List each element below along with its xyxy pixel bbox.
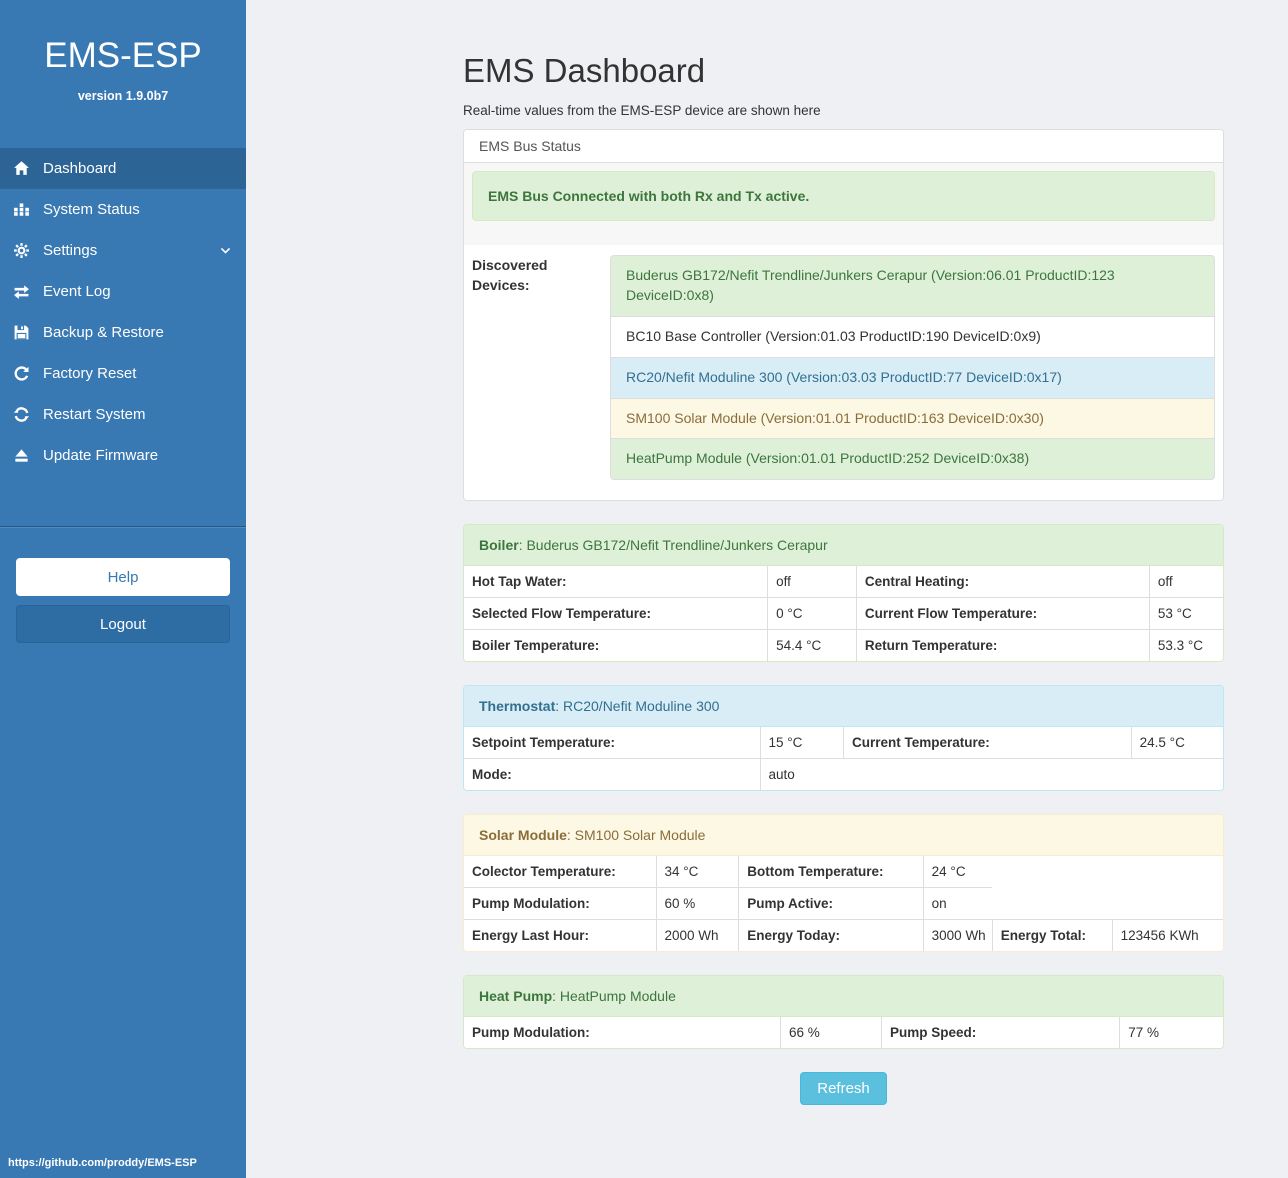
sidebar-item-label: Settings bbox=[43, 242, 98, 259]
field-label: Pump Active: bbox=[739, 888, 923, 920]
ems-bus-status-title: EMS Bus Status bbox=[464, 130, 1223, 163]
page-subtitle: Real-time values from the EMS-ESP device are shown here bbox=[463, 103, 821, 118]
boiler-title-name: : Buderus GB172/Nefit Trendline/Junkers Cerapur bbox=[518, 537, 828, 554]
device-list bbox=[610, 255, 1215, 480]
solar-title-label: Solar Module bbox=[479, 827, 567, 844]
heat-pump-panel-title bbox=[464, 976, 1223, 1017]
table-row bbox=[464, 630, 1223, 662]
field-label: Colector Temperature: bbox=[472, 864, 616, 880]
field-label: Setpoint Temperature: bbox=[472, 735, 616, 751]
field-label: Bottom Temperature: bbox=[739, 856, 923, 888]
discovered-devices-label: Discovered Devices: bbox=[472, 257, 548, 294]
heat-pump-title-label: Heat Pump bbox=[479, 988, 553, 1005]
table-row bbox=[464, 727, 1223, 759]
solar-table bbox=[464, 856, 1223, 951]
field-label: Energy Last Hour: bbox=[464, 920, 656, 952]
field-label: Pump Modulation: bbox=[464, 888, 656, 920]
field-label: Energy Today: bbox=[739, 920, 923, 952]
main-content bbox=[246, 0, 1288, 1178]
sidebar-item-factory-reset[interactable] bbox=[0, 353, 246, 394]
sidebar-item-settings[interactable] bbox=[0, 230, 246, 271]
sidebar-item-label: System Status bbox=[43, 201, 140, 218]
thermostat-panel bbox=[463, 685, 1224, 791]
table-row bbox=[464, 566, 1223, 598]
device-list-item: HeatPump Module (Version:01.01 ProductID:252 DeviceID:0x38) bbox=[610, 439, 1215, 480]
field-value: 15 °C bbox=[760, 727, 843, 759]
device-list-item: RC20/Nefit Moduline 300 (Version:03.03 ProductID:77 DeviceID:0x17) bbox=[610, 358, 1215, 399]
table-row bbox=[464, 1017, 1223, 1048]
sidebar-footer-url: https://github.com/proddy/EMS-ESP bbox=[8, 1157, 197, 1169]
sidebar-item-update-firmware[interactable] bbox=[0, 435, 246, 476]
field-value: auto bbox=[760, 759, 1223, 791]
field-label: Energy Total: bbox=[992, 920, 1112, 952]
help-button[interactable]: Help bbox=[16, 558, 230, 596]
table-row bbox=[464, 759, 1223, 791]
field-label: Selected Flow Temperature: bbox=[464, 598, 768, 630]
field-value: 0 °C bbox=[768, 598, 857, 630]
device-list-item: BC10 Base Controller (Version:01.03 ProductID:190 DeviceID:0x9) bbox=[610, 317, 1215, 358]
app-title: EMS-ESP bbox=[44, 36, 202, 75]
sidebar-item-event-log[interactable] bbox=[0, 271, 246, 312]
solar-panel-title bbox=[464, 815, 1223, 856]
field-value: 24.5 °C bbox=[1131, 727, 1223, 759]
table-row bbox=[464, 920, 1223, 952]
sidebar-item-restart-system[interactable] bbox=[0, 394, 246, 435]
sidebar-item-label: Dashboard bbox=[43, 160, 117, 177]
field-value: off bbox=[768, 566, 857, 598]
sidebar-divider bbox=[0, 526, 246, 528]
field-label: Pump Modulation: bbox=[472, 1025, 590, 1041]
sidebar-item-label: Backup & Restore bbox=[43, 324, 164, 341]
upload-icon bbox=[12, 447, 30, 465]
save-icon bbox=[12, 324, 30, 342]
ems-bus-status-panel bbox=[463, 129, 1224, 501]
field-value: 24 °C bbox=[923, 856, 992, 888]
field-value: 53 °C bbox=[1149, 598, 1223, 630]
logout-button[interactable]: Logout bbox=[16, 605, 230, 643]
field-value: off bbox=[1149, 566, 1223, 598]
sidebar-item-label: Factory Reset bbox=[43, 365, 137, 382]
field-value: 54.4 °C bbox=[768, 630, 857, 662]
field-value: 53.3 °C bbox=[1149, 630, 1223, 662]
sidebar-item-system-status[interactable] bbox=[0, 189, 246, 230]
sidebar-item-label: Restart System bbox=[43, 406, 146, 423]
device-list-item: Buderus GB172/Nefit Trendline/Junkers Cerapur (Version:06.01 ProductID:123 DeviceID:0x8) bbox=[610, 255, 1215, 317]
sidebar-item-label: Event Log bbox=[43, 283, 111, 300]
boiler-panel-title bbox=[464, 525, 1223, 566]
field-label: Pump Speed: bbox=[881, 1017, 1119, 1048]
field-label: Boiler Temperature: bbox=[464, 630, 768, 662]
sidebar bbox=[0, 0, 246, 1178]
sidebar-item-dashboard[interactable] bbox=[0, 148, 246, 189]
thermostat-table bbox=[464, 727, 1223, 790]
boiler-table bbox=[464, 566, 1223, 661]
boiler-title-label: Boiler bbox=[479, 537, 519, 554]
solar-module-panel bbox=[463, 814, 1224, 952]
ems-bus-status-body bbox=[464, 163, 1223, 245]
field-label: Current Temperature: bbox=[843, 727, 1131, 759]
chevron-down-icon bbox=[219, 244, 232, 257]
app-version: version 1.9.0b7 bbox=[77, 89, 169, 103]
field-value: 123456 KWh bbox=[1112, 920, 1223, 952]
device-list-item: SM100 Solar Module (Version:01.01 ProductID:163 DeviceID:0x30) bbox=[610, 399, 1215, 440]
factory-reset-icon bbox=[12, 365, 30, 383]
sidebar-item-label: Update Firmware bbox=[43, 447, 159, 464]
heat-pump-title-name: : HeatPump Module bbox=[552, 988, 676, 1005]
field-value: 3000 Wh bbox=[923, 920, 992, 952]
thermostat-panel-title bbox=[464, 686, 1223, 727]
bus-connected-alert: EMS Bus Connected with both Rx and Tx active. bbox=[472, 171, 1215, 221]
field-label: Return Temperature: bbox=[856, 630, 1149, 662]
solar-title-name: : SM100 Solar Module bbox=[566, 827, 706, 844]
field-value: 2000 Wh bbox=[656, 920, 739, 952]
field-value: 77 % bbox=[1120, 1017, 1223, 1048]
sidebar-menu bbox=[0, 148, 246, 476]
field-value: 66 % bbox=[781, 1017, 882, 1048]
table-row bbox=[464, 598, 1223, 630]
table-row bbox=[464, 856, 1223, 888]
refresh-area bbox=[463, 1072, 1224, 1105]
discovered-devices-section bbox=[464, 245, 1223, 500]
field-value: 34 °C bbox=[656, 856, 739, 888]
thermostat-title-name: : RC20/Nefit Moduline 300 bbox=[555, 698, 720, 715]
field-label: Mode: bbox=[464, 759, 760, 791]
heat-pump-panel bbox=[463, 975, 1224, 1049]
restart-icon bbox=[12, 406, 30, 424]
refresh-button[interactable]: Refresh bbox=[800, 1072, 887, 1105]
gear-icon bbox=[12, 242, 30, 260]
heat-pump-table bbox=[464, 1017, 1223, 1048]
system-status-icon bbox=[12, 201, 30, 219]
thermostat-title-label: Thermostat bbox=[479, 698, 556, 715]
field-label: Central Heating: bbox=[856, 566, 1149, 598]
sidebar-item-backup-restore[interactable] bbox=[0, 312, 246, 353]
field-label: Current Flow Temperature: bbox=[856, 598, 1149, 630]
boiler-panel bbox=[463, 524, 1224, 662]
field-value: 60 % bbox=[656, 888, 739, 920]
home-icon bbox=[12, 160, 30, 178]
field-label: Hot Tap Water: bbox=[472, 574, 567, 590]
table-row bbox=[464, 888, 1223, 920]
page-title: EMS Dashboard bbox=[463, 52, 706, 89]
exchange-icon bbox=[12, 283, 30, 301]
field-value: on bbox=[923, 888, 992, 920]
